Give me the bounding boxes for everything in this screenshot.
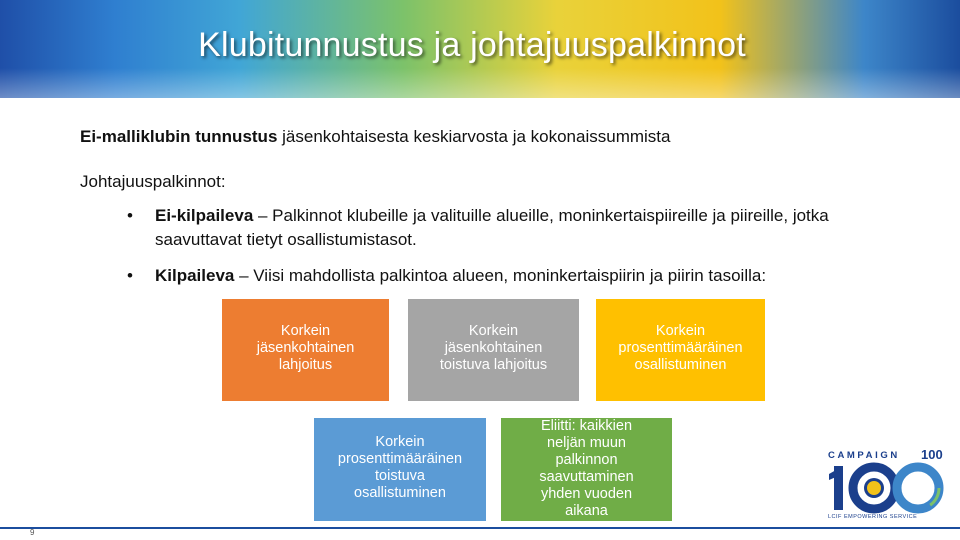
page-number: 9 — [30, 528, 35, 537]
award-line: toistuva lahjoitus — [439, 357, 548, 373]
bullet-bold: Kilpaileva — [155, 266, 235, 285]
award-box-highest-per-member-donation — [222, 299, 389, 401]
bullet-rest: – Palkinnot klubeille ja valituille alueille, moninkertaispiireille ja piireille, jotka saavuttavat tietyt osallistumistasot. — [155, 206, 829, 249]
award-box-highest-percentage-participation — [596, 299, 765, 401]
leadership-heading: Johtajuuspalkinnot: — [80, 172, 226, 191]
award-line: Korkein — [468, 323, 519, 339]
award-line: jäsenkohtainen — [444, 340, 543, 356]
bullet-dot: • — [127, 206, 133, 225]
logo-campaign-text: CAMPAIGN — [828, 450, 900, 461]
slide-title: Klubitunnustus ja johtajuuspalkinnot — [198, 26, 746, 64]
footer-divider — [0, 527, 960, 529]
award-box-highest-percentage-recurring-participation — [314, 418, 486, 521]
award-line: prosenttimääräinen — [618, 340, 743, 356]
bullet-dot: • — [127, 266, 133, 285]
award-line: aikana — [565, 503, 608, 519]
award-box-highest-per-member-recurring-donation — [408, 299, 579, 401]
award-line: yhden vuoden — [540, 486, 633, 502]
logo-100-graphic — [826, 460, 948, 516]
award-line: toistuva — [375, 468, 425, 484]
intro-bold: Ei-malliklubin tunnustus — [80, 127, 278, 146]
campaign-100-logo — [826, 442, 948, 526]
award-line: Korkein — [280, 323, 331, 339]
award-line: Korkein — [655, 323, 706, 339]
award-line: prosenttimääräinen — [337, 451, 463, 467]
award-line: osallistuminen — [354, 485, 446, 501]
logo-tagline: LCIF EMPOWERING SERVICE — [828, 514, 918, 520]
award-box-elite — [501, 418, 672, 521]
award-line: osallistuminen — [634, 357, 727, 373]
bullet-text — [155, 204, 915, 252]
intro-rest: jäsenkohtaisesta keskiarvosta ja kokonaissummista — [277, 127, 671, 146]
intro-line — [80, 127, 670, 147]
bullet-rest: – Viisi mahdollista palkintoa alueen, moninkertaispiirin ja piirin tasoilla: — [234, 266, 767, 285]
award-line: palkinnon — [555, 452, 618, 468]
award-line: saavuttaminen — [539, 469, 634, 485]
award-line: neljän muun — [547, 435, 626, 451]
award-line: lahjoitus — [278, 357, 333, 373]
award-line: jäsenkohtainen — [256, 340, 355, 356]
award-line: Eliitti: kaikkien — [540, 418, 633, 434]
bullet-text — [155, 264, 915, 288]
bullet-bold: Ei-kilpaileva — [155, 206, 254, 225]
award-line: Korkein — [375, 434, 425, 450]
logo-campaign-number: 100 — [921, 447, 943, 462]
